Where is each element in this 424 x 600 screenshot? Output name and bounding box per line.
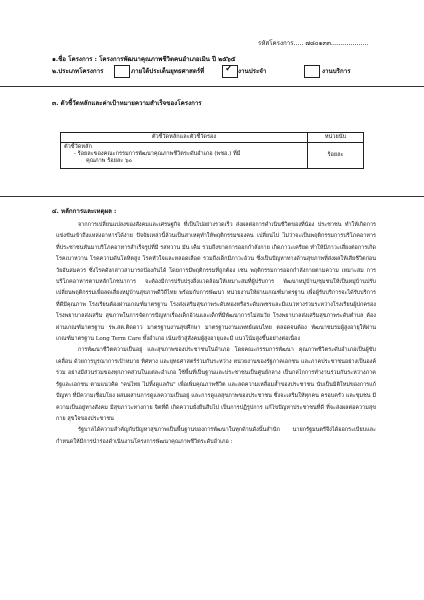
type-option1-checkbox[interactable] <box>114 65 130 78</box>
paragraph-1: จากการเปลี่ยนแปลงของสังคมและเศรษฐกิจ ที่เป็นไปอย่างรวดเร็ว ส่งผลต่อการดำเนินชีวิตของที่น้อง ประชาชน ทำให้เกิดการแข่งขันเข้าถึงแหล่งอาหารได้ง่าย ปัจจัยเหล่านี้ล้วนเป็นสาเหตุทำให้พฤติกรรมของคน เปลี่ยนไป ไม่ว่าจะเป็นพฤติกรรมการบริโภคอาหาร ที่ประชาชนหันมาบริโภคอาหารสำเร็จรูปที่มี รสหวาน มัน เค็ม รวมถึงขาดการออกกำลังกาย เกิดภาวะเครียด ทำให้มีภาวะเสี่ยงต่อการเกิดโรคเบาหวาน โรคความดันโลหิตสูง โรคหัวใจและหลอดเลือด รวมถึงเด็กมีภาวะอ้วน ซึ่งเป็นปัญหาทางด้านสุขภาพที่ส่งผลให้เสียชีวิตก่อนวัยอันสมควร ซึ่งโรคดังกล่าวสามารถป้องกันได้ โดยการมีพฤติกรรมที่ถูกต้อง เช่น พฤติกรรมการออกกำลังกายตามความ เหมาะสม การบริโภคอาหารตามหลักโภชนาการ จะต้องมีการปรับปรุงสิ่งแวดล้อมให้เหมาะสมที่ผู้ปรับการ พัฒนาหมู่บ้าน/ชุมชนให้เป็นหมู่บ้านปรับเปลี่ยนพฤติกรรมเพื่อลดเสี่ยงหมู่บ้านสุขภาพดีวิถีไทย พร้อมกับการพัฒนา หน่วยงานให้ผ่านเกณฑ์มาตรฐาน เพื่อผู้รับบริการจะได้รับบริการที่ดีมีคุณภาพ โรงเรียนต้องผ่านเกณฑ์มาตรฐาน โรงส่งเสริมสุขภาพระดับทองหรือระดับเพชรและมีแนวทางร่วมระหว่างโรงเรียนผู้ปกครอง โรงพยาบาลส่งเสริม สุขภาพในการจัดการปัญหาเรื่องเด็กอ้วนและเด็กที่มีพัฒนาการไม่สมวัย โรงพยาบาลส่งเสริมสุขภาพระดับตำบล ต้องผ่านเกณฑ์มาตรฐาน รพ.สต.ติดดาว มาตรฐานงานสุขศึกษา มาตรฐานงานแพทย์แผนไทย ตลอดจนต้อง พัฒนาชมรมผู้สูงอายุให้ผ่านเกณฑ์มาตรฐาน Long Term Care ทั้งอำเภอ เน้นเข้าสู่สังคมผู้สูงอายุและมี แนวโน้มสูงขึ้นอย่างต่อเนื่อง <box>56 222 376 343</box>
section4-title: ๔. หลักการและเหตุผล : <box>52 208 117 215</box>
type-option2-label: งานประจำ <box>238 68 267 75</box>
project-code: รหัสโครงการ..... ๗๘๐๑๓๓................... <box>258 40 369 47</box>
project-type-label: ๒.ประเภทโครงการ <box>52 68 104 75</box>
main-indicator-label: ตัวชี้วัดหลัก <box>64 144 92 150</box>
check-icon: ✓ <box>225 64 233 74</box>
unit-value: ร้อยละ <box>327 152 344 158</box>
type-option1-label: ภายใต้ประเด็นยุทธศาสตร์ที่ <box>131 68 205 75</box>
indicator-text-line2: คุณภาพ ร้อยละ ๖๐ <box>86 158 133 164</box>
project-name: ๑.ชื่อ โครงการ : โครงการพัฒนาคุณภาพชีวิตคนอำเภอเมิน ปี ๒๕๖๕ <box>52 56 236 63</box>
table-header-indicator: ตัวชี้วัดหลักและตัวชี้วัดรอง <box>61 133 308 143</box>
indicator-unit <box>308 143 364 169</box>
type-option3-checkbox[interactable] <box>304 65 320 78</box>
section4-body <box>56 220 376 448</box>
indicator-table <box>60 132 364 169</box>
section-divider <box>0 86 424 87</box>
section-divider <box>0 196 424 197</box>
section3-title: ๓. ตัวชี้วัดหลักและค่าเป้าหมายความสำเร็จของโครงการ <box>52 100 202 107</box>
indicator-text-line1: - ร้อยละของคณะกรรมการพัฒนาคุณภาพชีวิตระดับอำเภอ (พชอ.) ที่มี <box>74 151 241 157</box>
type-option3-label: งานบริการ <box>322 68 351 75</box>
table-row <box>61 143 308 169</box>
paragraph-2: การพัฒนาชีวิตความเป็นอยู่ และสุขภาพของประชาชนในอำเภอ โดยคณะกรรมการพัฒนา คุณภาพชีวิตระดับอำเภอเป็นผู้ขับเคลื่อน ด้วยการบูรณาการเป้าหมาย ทิศทาง และยุทธศาสตร์ร่วมกันระหว่าง หน่วยงานของรัฐภาคเอกชน และภาคประชาชนอย่างเป็นองค์รวม อย่างมีส่วนร่วมของทุกภาคส่วนในแต่ละอำเภอ ใช้พื้นที่เป็นฐานและประชาชนเป็นศูนย์กลาง เป็นกลไกการทำงานร่วมกันระหว่างภาครัฐและเอกชน ตามแนวคิด "คนไทย ไม่ทิ้งดูแลกัน" เพื่อเพิ่มคุณภาพชีวิต และลดความเหลื่อมล้ำของประชาชน นับเป็นมิติใหม่ของการแก้ปัญหา ที่มีความเชื่อมโยง ผสมผสานการดูแลความเป็นอยู่ และการดูแลสุขภาพของประชาชน ซึ่งจะเสริมให้ทุกคน ครอบครัว และชุมชน มีความเป็นอยู่ทางสังคม มีสุขภาวะทางกาย จิตที่ดี เกิดความยั่งยืนสืบไป เป็นการปฏิรูปการ แก้ไขปัญหาประชาชนที่ดี ที่จะส่งผลต่อความสุขกาย สุขใจของประชาชน <box>56 347 376 422</box>
paragraph-3: รัฐบาลได้ความสำคัญกับปัญหาสุขภาพเป็นพื้นฐานของการพัฒนาในทุกด้านดังนั้นสำนัก นายกรัฐมนตรีจึงได้ออกระเบียบและกำหนดให้มีการนำร่องดำเนินงานโครงการพัฒนาคุณภาพชีวิตระดับอำเภอ : <box>56 427 376 445</box>
table-header-unit: หน่วยนับ <box>308 133 364 143</box>
